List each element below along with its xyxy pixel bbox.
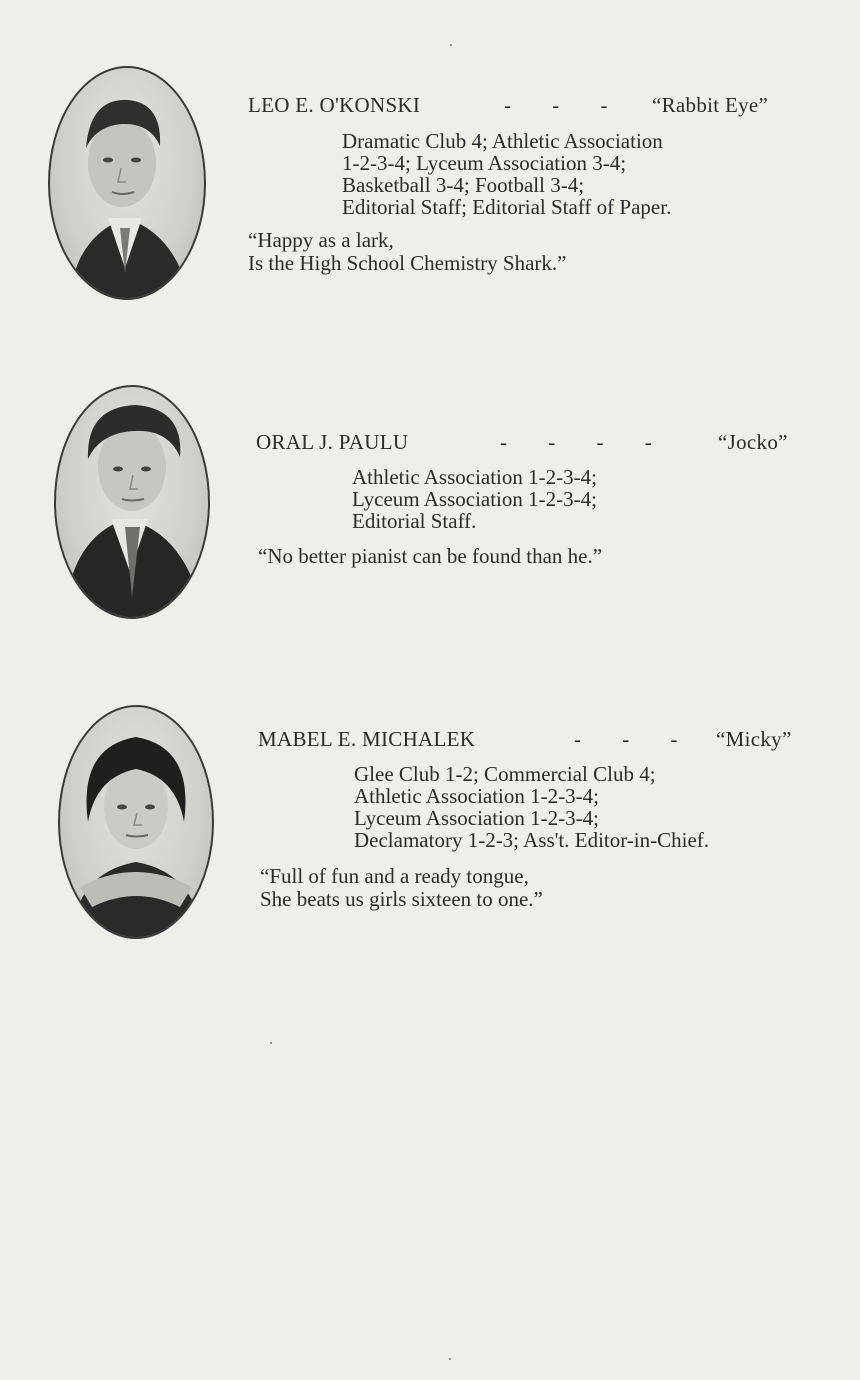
student-quote xyxy=(258,545,602,568)
activity-line: Editorial Staff. xyxy=(352,509,477,533)
activity-line: Lyceum Association 1-2-3-4; xyxy=(352,487,597,511)
quote-line: Is the High School Chemistry Shark.” xyxy=(248,251,567,275)
separator-dashes: - - - xyxy=(574,727,696,751)
paper-speck xyxy=(270,1042,272,1044)
student-name: ORAL J. PAULU xyxy=(256,430,409,454)
quote-line: “Happy as a lark, xyxy=(248,228,394,252)
quote-line: “Full of fun and a ready tongue, xyxy=(260,864,529,888)
student-nickname: “Rabbit Eye” xyxy=(652,93,769,117)
portrait-photo xyxy=(58,705,214,939)
activity-line: Declamatory 1-2-3; Ass't. Editor-in-Chief. xyxy=(354,828,710,852)
student-quote xyxy=(248,229,566,275)
paper-speck xyxy=(449,1358,451,1360)
separator-dashes: - - - - xyxy=(500,430,670,454)
activities-list xyxy=(352,466,597,532)
student-quote xyxy=(260,865,543,911)
activity-line: Basketball 3-4; Football 3-4; xyxy=(342,173,585,197)
activities-list xyxy=(354,763,709,851)
activity-line: Dramatic Club 4; Athletic Association xyxy=(342,129,663,153)
student-nickname: “Micky” xyxy=(716,727,792,751)
portrait-photo xyxy=(54,385,210,619)
student-name: LEO E. O'KONSKI xyxy=(248,93,421,117)
quote-line: She beats us girls sixteen to one.” xyxy=(260,887,543,911)
activity-line: Athletic Association 1-2-3-4; xyxy=(354,784,599,808)
separator-dashes: - - - xyxy=(504,93,626,117)
activity-line: Athletic Association 1-2-3-4; xyxy=(352,465,597,489)
paper-speck xyxy=(450,44,452,46)
student-name: MABEL E. MICHALEK xyxy=(258,727,476,751)
activity-line: Lyceum Association 1-2-3-4; xyxy=(354,806,599,830)
activities-list xyxy=(342,130,671,218)
activity-line: Editorial Staff; Editorial Staff of Paper. xyxy=(342,195,672,219)
quote-line: “No better pianist can be found than he.” xyxy=(258,544,603,568)
portrait-photo xyxy=(48,66,206,300)
activity-line: 1-2-3-4; Lyceum Association 3-4; xyxy=(342,151,627,175)
student-nickname: “Jocko” xyxy=(718,430,788,454)
activity-line: Glee Club 1-2; Commercial Club 4; xyxy=(354,762,656,786)
